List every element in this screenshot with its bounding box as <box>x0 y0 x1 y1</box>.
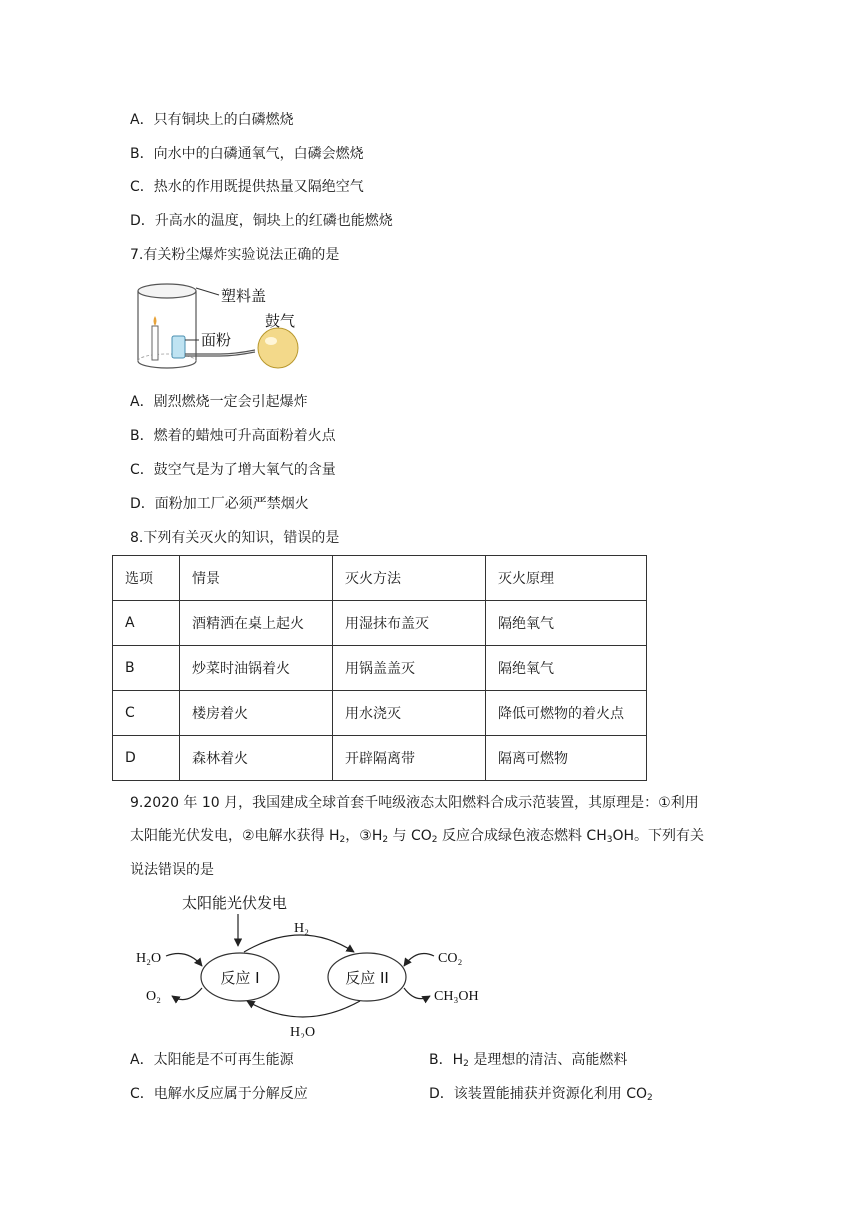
q8-stem: 8.下列有关灭火的知识，错误的是 <box>130 530 340 546</box>
q7-option-a: A．剧烈燃烧一定会引起爆炸 <box>130 394 308 410</box>
table-cell: B <box>113 646 180 691</box>
table-cell: 楼房着火 <box>180 691 333 736</box>
solar-pv-label: 太阳能光伏发电 <box>182 894 288 912</box>
table-cell: A <box>113 601 180 646</box>
q9-stem-line2: 太阳能光伏发电，②电解水获得 $H_2$，$③H_2$ 与 $CO_2$ 反应合成绿色液态燃料 $CH_3OH$。下列有关 <box>130 828 704 845</box>
table-cell: D <box>113 736 180 781</box>
reaction-2-label: 反应 II <box>345 969 389 987</box>
table-row <box>113 601 647 646</box>
h2o-left-label: H₂O <box>136 951 162 966</box>
fire-extinguishing-table <box>112 555 647 781</box>
table-cell: 用湿抹布盖灭 <box>333 601 486 646</box>
reaction-1-label: 反应 I <box>220 969 260 987</box>
flour-label: 面粉 <box>201 331 232 349</box>
q9-option-b: B．$H_2$ 是理想的清洁、高能燃料 <box>429 1052 628 1069</box>
q9-stem-line1: 9.2020 年 10 月，我国建成全球首套千吨级液态太阳燃料合成示范装置，其原理是：①利用 <box>130 795 699 811</box>
blow-label: 鼓气 <box>265 312 296 330</box>
table-cell: 降低可燃物的着火点 <box>486 691 647 736</box>
q6-option-d: D．升高水的温度，铜块上的红磷也能燃烧 <box>130 213 393 229</box>
table-cell: 用水浇灭 <box>333 691 486 736</box>
table-cell: 隔离可燃物 <box>486 736 647 781</box>
q6-option-a: A．只有铜块上的白磷燃烧 <box>130 112 294 128</box>
q9-stem-line3: 说法错误的是 <box>130 862 214 878</box>
table-cell: 隔绝氧气 <box>486 601 647 646</box>
co2-right-label: CO₂ <box>438 951 463 966</box>
header-cell: 选项 <box>113 556 180 601</box>
q7-stem: 7.有关粉尘爆炸实验说法正确的是 <box>130 247 340 263</box>
q9-option-d: D．该装置能捕获并资源化利用 $CO_2$ <box>429 1086 653 1103</box>
table-cell: 用锅盖盖灭 <box>333 646 486 691</box>
q6-option-c: C．热水的作用既提供热量又隔绝空气 <box>130 179 364 195</box>
table-row <box>113 691 647 736</box>
table-row <box>113 646 647 691</box>
header-cell: 灭火原理 <box>486 556 647 601</box>
table-cell: 隔绝氧气 <box>486 646 647 691</box>
o2-left-label: O₂ <box>146 989 161 1004</box>
ch3oh-right-label: CH₃OH <box>434 989 479 1004</box>
table-cell: C <box>113 691 180 736</box>
header-cell: 灭火方法 <box>333 556 486 601</box>
table-cell: 酒精洒在桌上起火 <box>180 601 333 646</box>
table-cell: 炒菜时油锅着火 <box>180 646 333 691</box>
q6-option-b: B．向水中的白磷通氧气，白磷会燃烧 <box>130 146 364 162</box>
q9-option-a: A．太阳能是不可再生能源 <box>130 1052 294 1068</box>
dust-explosion-figure <box>125 278 325 378</box>
solar-fuel-diagram <box>132 888 492 1038</box>
q7-option-d: D．面粉加工厂必须严禁烟火 <box>130 496 309 512</box>
q7-option-b: B．燃着的蜡烛可升高面粉着火点 <box>130 428 336 444</box>
table-header-row <box>113 556 647 601</box>
table-cell: 开辟隔离带 <box>333 736 486 781</box>
h2o-bottom-label: H₂O <box>290 1025 316 1038</box>
lid-label: 塑料盖 <box>221 287 267 305</box>
table-row <box>113 736 647 781</box>
q7-option-c: C．鼓空气是为了增大氧气的含量 <box>130 462 336 478</box>
q9-option-c: C．电解水反应属于分解反应 <box>130 1086 308 1102</box>
table-cell: 森林着火 <box>180 736 333 781</box>
h2-top-label: H₂ <box>294 921 309 936</box>
header-cell: 情景 <box>180 556 333 601</box>
